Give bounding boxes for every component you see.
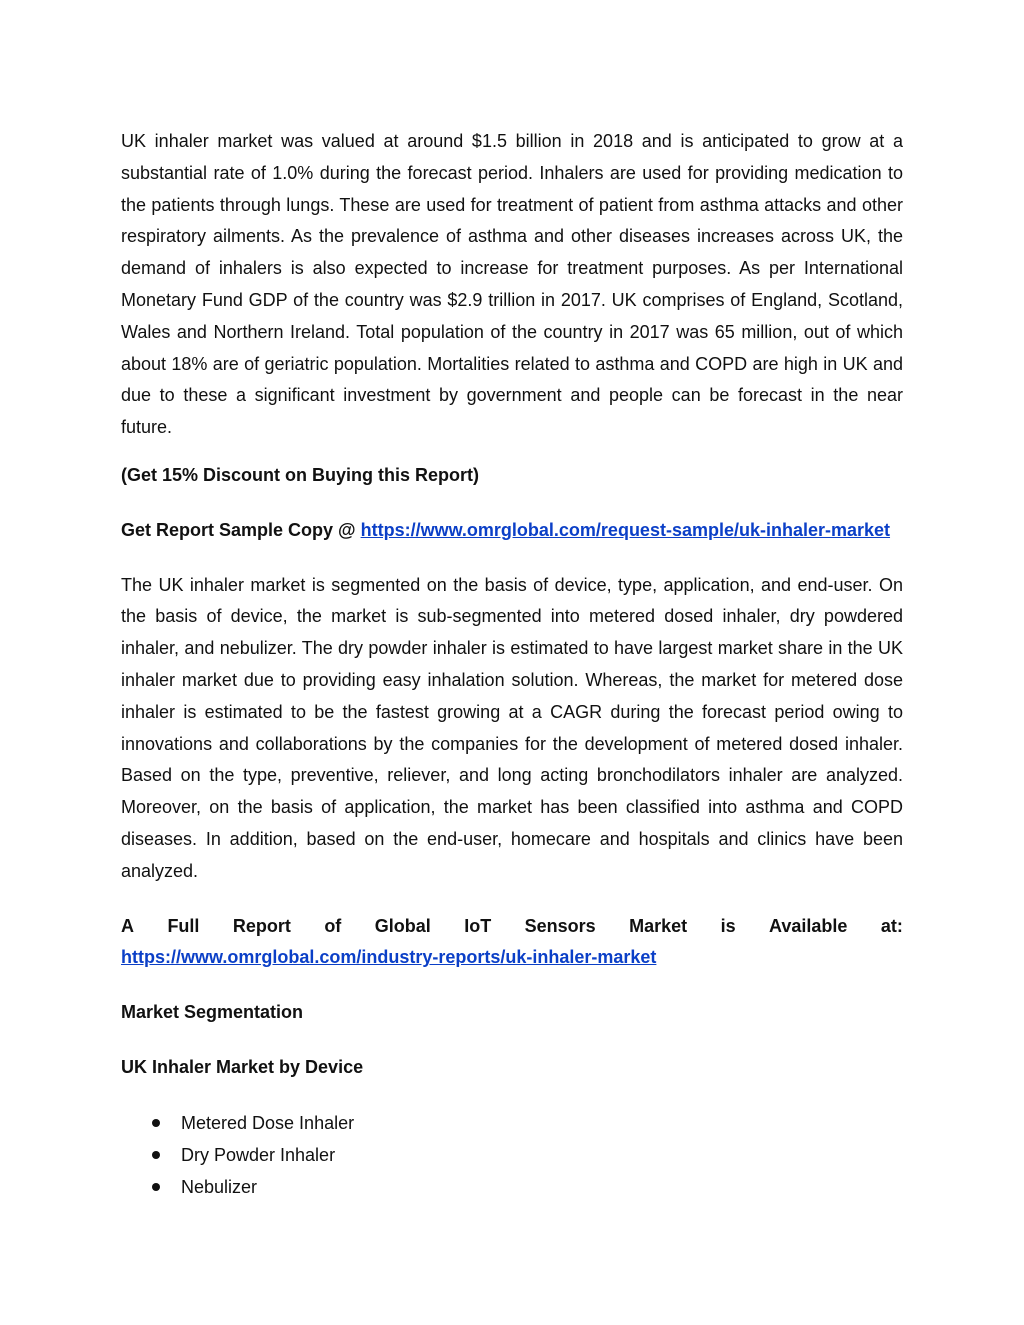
full-report-word: of (324, 915, 342, 936)
spacer (121, 547, 903, 570)
full-report-word: Market (629, 915, 688, 936)
spacer (121, 888, 903, 911)
list-item-label: Metered Dose Inhaler (181, 1112, 355, 1133)
sample-line (121, 515, 903, 547)
intro-paragraph: UK inhaler market was valued at around $1.5 billion in 2018 and is anticipated to grow at a substantial rate of 1.0% during the forecast period. Inhalers are used for providing medication to the patients through lungs. These are used for treatment of patient from asthma attacks and other respiratory ailments. As the prevalence of asthma and other diseases increases across UK, the demand of inhalers is also expected to increase for treatment purposes. As per International Monetary Fund GDP of the country was $2.9 trillion in 2017. UK comprises of England, Scotland, Wales and Northern Ireland. Total population of the country in 2017 was 65 million, out of which about 18% are of geriatric population. Mortalities related to asthma and COPD are high in UK and due to these a significant investment by government and people can be forecast in the near future. (121, 131, 903, 438)
bullet-icon (152, 1183, 160, 1191)
list-item-label: Dry Powder Inhaler (181, 1144, 336, 1165)
full-report-word: IoT (464, 915, 492, 936)
sample-link[interactable]: https://www.omrglobal.com/request-sample/uk-inhaler-market (360, 519, 891, 540)
spacer (121, 444, 903, 460)
full-report-word: Sensors (524, 915, 596, 936)
full-report-word: Report (232, 915, 291, 936)
full-report-word: A (121, 915, 134, 936)
list-item (181, 1139, 903, 1171)
device-heading: UK Inhaler Market by Device (121, 1056, 364, 1077)
bullet-icon (152, 1151, 160, 1159)
document-page (121, 126, 903, 1203)
discount-text: (Get 15% Discount on Buying this Report) (121, 464, 480, 485)
spacer (121, 974, 903, 997)
spacer (121, 492, 903, 515)
list-item (181, 1171, 903, 1203)
full-report-word: is (720, 915, 736, 936)
list-item (181, 1107, 903, 1139)
bullet-icon (152, 1119, 160, 1127)
spacer (121, 1029, 903, 1052)
list-item-label: Nebulizer (181, 1176, 258, 1197)
sample-label: Get Report Sample Copy @ (121, 519, 361, 540)
full-report-line (121, 911, 903, 943)
full-report-word: Global (374, 915, 431, 936)
full-report-word: Full (167, 915, 200, 936)
device-list (121, 1107, 903, 1203)
market-segmentation-heading: Market Segmentation (121, 1002, 304, 1023)
spacer (121, 1084, 903, 1107)
segmentation-paragraph: The UK inhaler market is segmented on the basis of device, type, application, and end-user. On the basis of device, the market is sub-segmented into metered dosed inhaler, dry powdered inhaler, and nebulizer. The dry powder inhaler is estimated to have largest market share in the UK inhaler market due to providing easy inhalation solution. Whereas, the market for metered dose inhaler is estimated to be the fastest growing at a CAGR during the forecast period owing to innovations and collaborations by the companies for the development of metered dosed inhaler. Based on the type, preventive, reliever, and long acting bronchodilators inhaler are analyzed. Moreover, on the basis of application, the market has been classified into asthma and COPD diseases. In addition, based on the end-user, homecare and hospitals and clinics have been analyzed. (121, 574, 903, 881)
full-report-word: Available (769, 915, 848, 936)
full-report-word: at: (880, 915, 903, 936)
full-report-link[interactable]: https://www.omrglobal.com/industry-reports/uk-inhaler-market (121, 947, 657, 968)
full-report-link-line (121, 942, 903, 974)
